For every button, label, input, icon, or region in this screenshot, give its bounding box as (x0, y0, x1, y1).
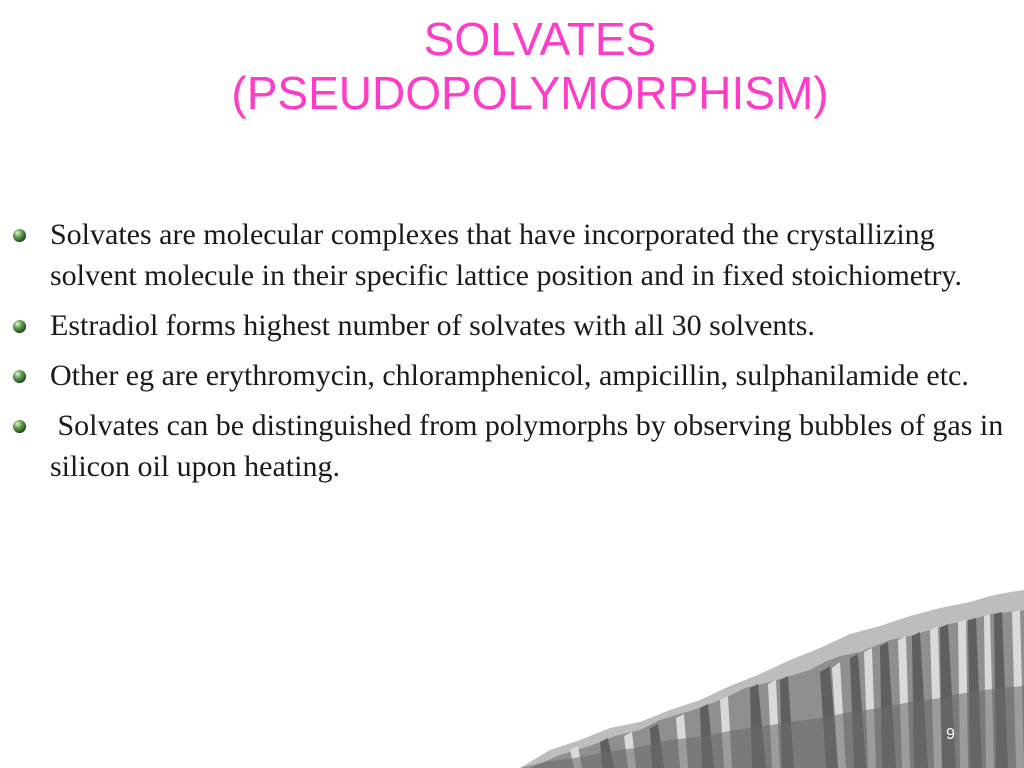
bullet-text: Solvates are molecular complexes that have incorporated the crystallizing solvent molecule in their specific lattice position and in fixed stoichiometry. (50, 218, 962, 292)
green-sphere-bullet-icon (12, 369, 27, 384)
bullet-item (12, 355, 1017, 396)
bullet-text: Solvates can be distinguished from polymorphs by observing bubbles of gas in silicon oil upon heating. (50, 409, 1011, 483)
bullet-item (12, 405, 1017, 487)
slide-title-line-2: (PSEUDOPOLYMORPHISM) (231, 67, 829, 119)
bullet-list (12, 214, 1017, 496)
page-number: 9 (946, 726, 955, 743)
bullet-text: Other eg are erythromycin, chloramphenicol, ampicillin, sulphanilamide etc. (50, 359, 969, 392)
green-sphere-bullet-icon (12, 228, 27, 243)
bullet-item (12, 305, 1017, 346)
bullet-item (12, 214, 1017, 296)
slide-title (140, 12, 940, 120)
bullet-text: Estradiol forms highest number of solvates with all 30 solvents. (50, 309, 815, 342)
slide-title-line-1: SOLVATES (423, 13, 657, 65)
green-sphere-bullet-icon (12, 319, 27, 334)
green-sphere-bullet-icon (12, 419, 27, 434)
